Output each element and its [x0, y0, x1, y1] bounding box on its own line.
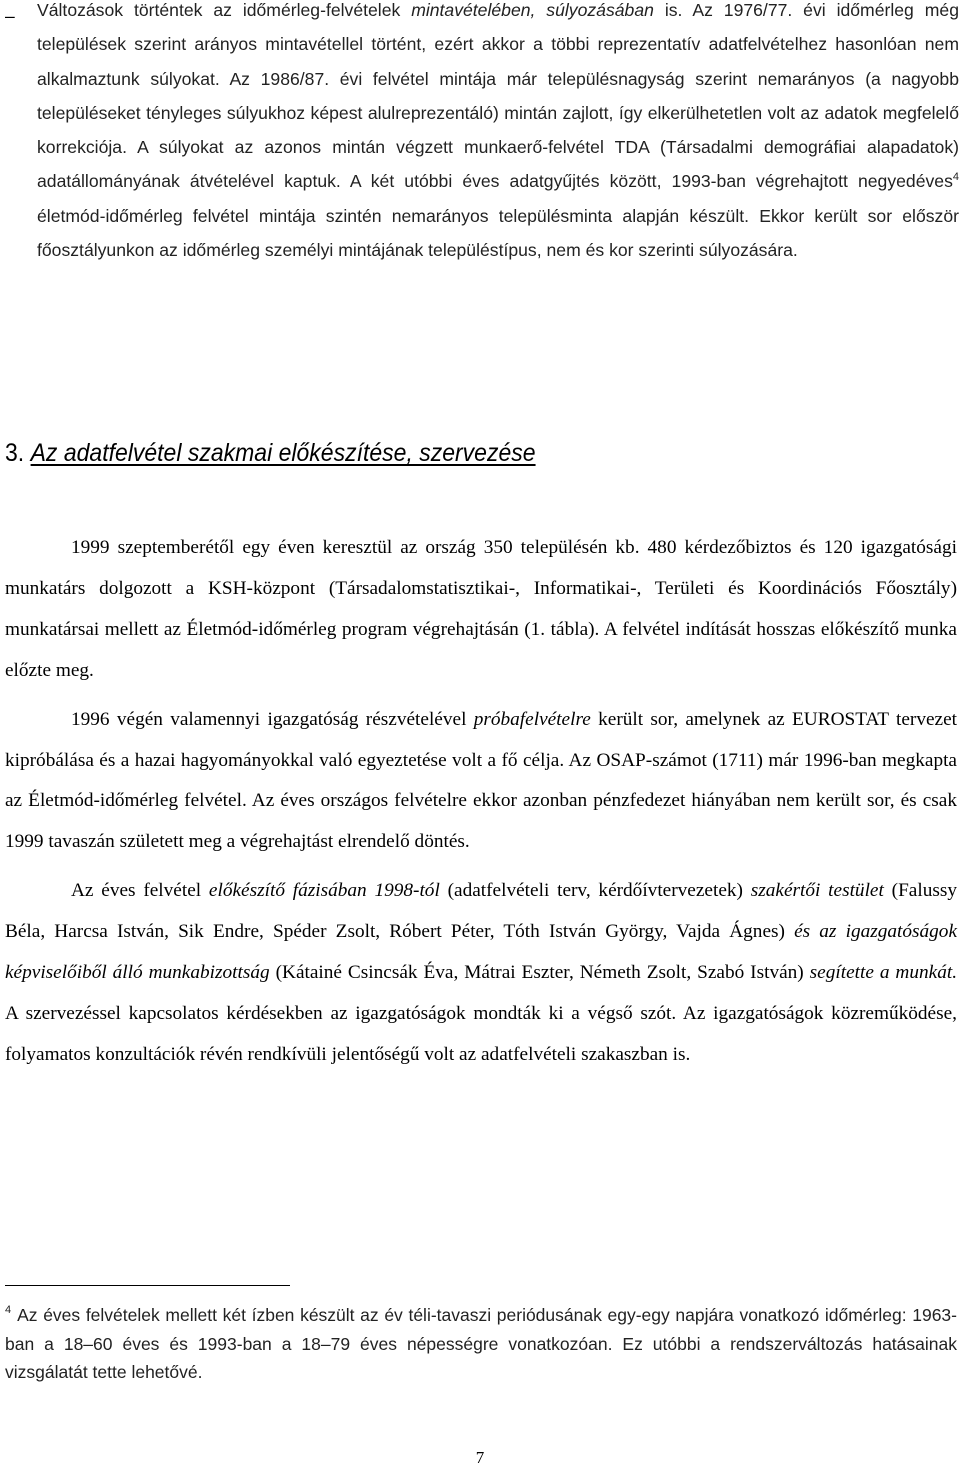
text-run: Változások történtek az időmérleg-felvételek: [37, 0, 412, 20]
text-run: 1996 végén valamennyi igazgatóság részvételével: [71, 708, 474, 730]
text-run: 1999 szeptemberétől egy éven keresztül az ország 350 településén kb. 480 kérdezőbiztos és 120 igazgatósági munkatárs dolgozott a KSH-központ (Társadalomstatisztikai-, Informatikai-, Területi és Koordinációs Főosztály) munkatársai mellett az Életmód-időmérleg program végrehajtásán (1. tábla). A felvétel indítását hosszas előkészítő munka előzte meg.: [5, 537, 957, 681]
text-run: A szervezéssel kapcsolatos kérdésekben az igazgatóságok mondták ki a végső szót. Az igazgatóságok közreműködése, folyamatos konzultációk révén rendkívüli jelentőségű volt az adatfelvételi szakaszban is.: [5, 1002, 957, 1065]
paragraph-1: [5, 528, 957, 692]
footnote: [5, 1296, 957, 1387]
italic-text: mintavételében, súlyozásában: [411, 0, 654, 20]
italic-text: előkészítő fázisában 1998-tól: [208, 880, 440, 902]
section-title: Az adatfelvétel szakmai előkészítése, szervezése: [30, 439, 536, 467]
body-text: [5, 528, 957, 1076]
footnote-separator: [5, 1285, 290, 1286]
italic-text: próbafelvételre: [473, 708, 591, 730]
bullet-dash-marker: –: [5, 6, 15, 26]
italic-text: segítette a munkát.: [809, 962, 958, 984]
text-run: is. Az 1976/77. évi időmérleg még települések szerint arányos mintavétellel történt, ezért akkor a többi reprezentatív adatfelvételhez hasonlóan nem alkalmaztunk súlyokat. Az 1986/87. évi felvétel mintája már településnagyság szerint nemarányos (a nagyobb településeket tényleges súlyukhoz képest alulreprezentáló) mintán zajlott, így elkerülhetetlen volt az adatok megfelelő korrekciója. A súlyokat az azonos mintán végzett munkaerő-felvétel TDA (Társadalmi demográfiai alapadatok) adatállományának átvételével kaptuk. A két utóbbi éves adatgyűjtés között, 1993-ban végrehajtott negyedéves: [37, 0, 959, 192]
page-number: 7: [475, 1448, 485, 1467]
italic-text: szakértői testület: [750, 880, 884, 902]
paragraph-3: [5, 871, 957, 1076]
text-run: (Falussy Béla, Harcsa István, Sik Endre, Spéder Zsolt, Róbert Péter, Tóth István György, Vajda Ágnes): [5, 880, 957, 943]
footnote-reference: 4: [952, 171, 959, 184]
footnote-text: Az éves felvételek mellett két ízben készült az év téli-tavaszi periódusának egy-egy napjára vonatkozó időmérleg: 1963-ban a 18–60 éves és 1993-ban a 18–79 éves népességre vonatkozóan. Ez utóbbi a rendszerváltozás hatásainak vizsgálatát tette lehetővé.: [5, 1305, 957, 1382]
section-heading: [5, 433, 536, 473]
text-run: (Kátainé Csincsák Éva, Mátrai Eszter, Németh Zsolt, Szabó István): [269, 962, 810, 984]
footnote-mark: 4: [5, 1304, 12, 1316]
text-run: életmód-időmérleg felvétel mintája szintén nemarányos településminta alapján készült. Ekkor került sor először főosztályunkon az időmérleg személyi mintájának településtípus, nem és kor szerinti súlyozására.: [37, 205, 959, 261]
bullet-text: [37, 0, 959, 267]
text-run: Az éves felvétel: [71, 880, 209, 902]
italic-text: és az igazgatóságok képviselőiből álló munkabizottság: [5, 921, 957, 984]
section-number: 3.: [5, 439, 25, 467]
text-run: került sor, amelynek az EUROSTAT tervezet kipróbálása és a hazai hagyományokkal való egyeztetése volt a fő célja. Az OSAP-számot (1711) már 1996-ban megkapta az Életmód-időmérleg felvétel. Az éves országos felvételre ekkor azonban pénzfedezet hiányában nem került sor, és csak 1999 tavaszán született meg a végrehajtást elrendelő döntés.: [5, 708, 957, 853]
text-run: (adatfelvételi terv, kérdőívtervezetek): [439, 880, 751, 902]
paragraph-2: [5, 700, 957, 864]
